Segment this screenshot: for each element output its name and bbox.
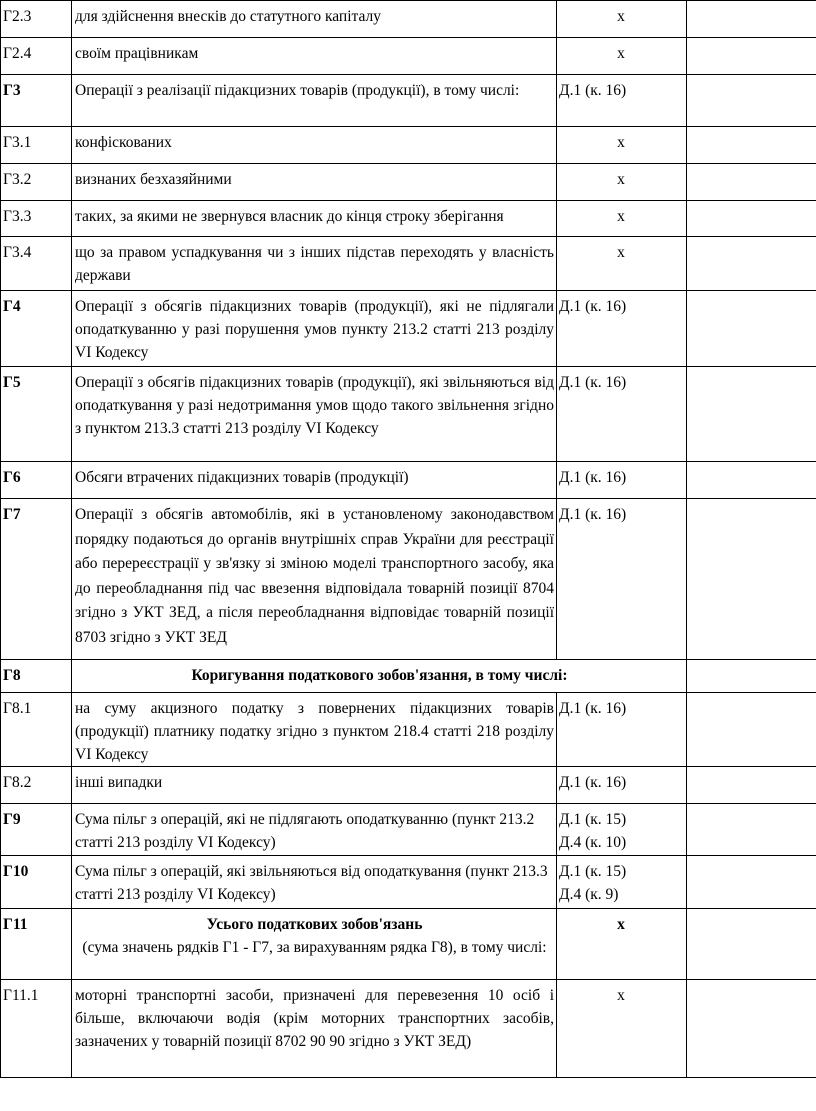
empty-cell bbox=[687, 856, 816, 909]
row-reference: Д.1 (к. 15) bbox=[559, 811, 627, 828]
table-row bbox=[1, 164, 816, 201]
empty-cell bbox=[687, 980, 816, 1078]
row-description: конфіскованих bbox=[72, 127, 557, 164]
table-row bbox=[1, 367, 816, 462]
row-code: Г3.3 bbox=[1, 201, 72, 237]
row-code: Г8 bbox=[1, 660, 72, 693]
row-code: Г9 bbox=[1, 804, 72, 856]
table-row bbox=[1, 804, 816, 856]
row-marker: х bbox=[557, 980, 687, 1078]
row-reference-secondary: Д.4 (к. 9) bbox=[559, 886, 619, 903]
row-description: Сума пільг з операцій, які не підлягають оподаткуванню (пункт 213.2 статті 213 розділу VI Кодексу) bbox=[72, 804, 557, 856]
table-row bbox=[1, 856, 816, 909]
empty-cell bbox=[687, 1, 816, 38]
row-reference-group bbox=[557, 804, 687, 856]
table-row bbox=[1, 462, 816, 499]
row-code: Г11.1 bbox=[1, 980, 72, 1078]
empty-cell bbox=[687, 75, 816, 127]
row-description: таких, за якими не звернувся власник до кінця строку зберігання bbox=[72, 201, 557, 237]
row-description: своїм працівникам bbox=[72, 38, 557, 75]
row-code: Г7 bbox=[1, 499, 72, 660]
row-description: що за правом успадкування чи з інших підстав переходять у власність держави bbox=[72, 237, 557, 291]
row-description-group bbox=[72, 909, 557, 980]
row-code: Г2.3 bbox=[1, 1, 72, 38]
row-reference: Д.1 (к. 16) bbox=[557, 499, 687, 660]
empty-cell bbox=[687, 201, 816, 237]
row-marker: х bbox=[557, 164, 687, 201]
row-reference: Д.1 (к. 16) bbox=[557, 767, 687, 804]
row-description: Операції з обсягів автомобілів, які в установленому законодавством порядку подаються до органів внутрішніх справ України для реєстрації або перереєстрації у зв'язку зі зміною моделі транспортного засобу, яка до переобладнання під час ввезення відповідала товарній позиції 8704 згідно з УКТ ЗЕД, а після переобладнання відповідає товарній позиції 8703 згідно з УКТ ЗЕД bbox=[72, 499, 557, 660]
table-row bbox=[1, 201, 816, 237]
table-row bbox=[1, 980, 816, 1078]
row-description: для здійснення внесків до статутного капіталу bbox=[72, 1, 557, 38]
empty-cell bbox=[687, 499, 816, 660]
row-marker: х bbox=[557, 909, 687, 980]
empty-cell bbox=[687, 693, 816, 767]
row-code: Г6 bbox=[1, 462, 72, 499]
row-reference-group bbox=[557, 856, 687, 909]
row-code: Г5 bbox=[1, 367, 72, 462]
empty-cell bbox=[687, 291, 816, 367]
table-row bbox=[1, 127, 816, 164]
row-code: Г8.2 bbox=[1, 767, 72, 804]
row-code: Г2.4 bbox=[1, 38, 72, 75]
row-description: Операції з реалізації підакцизних товарів (продукції), в тому числі: bbox=[72, 75, 557, 127]
empty-cell bbox=[687, 909, 816, 980]
row-description: Операції з обсягів підакцизних товарів (продукції), які не підлягали оподаткуванню у разі порушення умов пункту 213.2 статті 213 розділу VI Кодексу bbox=[72, 291, 557, 367]
row-code: Г11 bbox=[1, 909, 72, 980]
table-row bbox=[1, 660, 816, 693]
table-row bbox=[1, 75, 816, 127]
row-description: (сума значень рядків Г1 - Г7, за вирахуванням рядка Г8), в тому числі: bbox=[82, 939, 547, 956]
row-reference: Д.1 (к. 16) bbox=[557, 693, 687, 767]
empty-cell bbox=[687, 462, 816, 499]
row-marker: х bbox=[557, 38, 687, 75]
row-code: Г3.1 bbox=[1, 127, 72, 164]
table-row bbox=[1, 909, 816, 980]
row-title: Усього податкових зобов'язань bbox=[206, 916, 423, 933]
row-reference: Д.1 (к. 16) bbox=[557, 291, 687, 367]
empty-cell bbox=[687, 38, 816, 75]
row-description: Сума пільг з операцій, які звільняються від оподаткування (пункт 213.3 статті 213 розділу VI Кодексу) bbox=[72, 856, 557, 909]
row-code: Г3.4 bbox=[1, 237, 72, 291]
row-reference: Д.1 (к. 15) bbox=[559, 863, 627, 880]
row-marker: х bbox=[557, 201, 687, 237]
empty-cell bbox=[687, 367, 816, 462]
row-code: Г10 bbox=[1, 856, 72, 909]
row-code: Г3.2 bbox=[1, 164, 72, 201]
row-description: визнаних безхазяйними bbox=[72, 164, 557, 201]
empty-cell bbox=[687, 237, 816, 291]
row-reference: Д.1 (к. 16) bbox=[557, 462, 687, 499]
table-row bbox=[1, 499, 816, 660]
row-reference-secondary: Д.4 (к. 10) bbox=[559, 834, 627, 851]
empty-cell bbox=[687, 767, 816, 804]
table-row bbox=[1, 237, 816, 291]
row-marker: х bbox=[557, 237, 687, 291]
row-code: Г3 bbox=[1, 75, 72, 127]
row-code: Г4 bbox=[1, 291, 72, 367]
table-row bbox=[1, 38, 816, 75]
row-marker: х bbox=[557, 127, 687, 164]
row-reference: Д.1 (к. 16) bbox=[557, 75, 687, 127]
section-heading: Коригування податкового зобов'язання, в тому числі: bbox=[72, 660, 687, 693]
row-description: Обсяги втрачених підакцизних товарів (продукції) bbox=[72, 462, 557, 499]
table-row bbox=[1, 1, 816, 38]
row-marker: х bbox=[557, 1, 687, 38]
empty-cell bbox=[687, 127, 816, 164]
table-row bbox=[1, 291, 816, 367]
row-description: моторні транспортні засоби, призначені для перевезення 10 осіб і більше, включаючи водія (крім моторних транспортних засобів, зазначених у товарній позиції 8702 90 90 згідно з УКТ ЗЕД) bbox=[72, 980, 557, 1078]
empty-cell bbox=[687, 164, 816, 201]
table-row bbox=[1, 767, 816, 804]
row-description: на суму акцизного податку з повернених підакцизних товарів (продукції) платнику податку згідно з пунктом 218.4 статті 218 розділу VI Кодексу bbox=[72, 693, 557, 767]
table-row bbox=[1, 693, 816, 767]
empty-cell bbox=[687, 660, 816, 693]
row-reference: Д.1 (к. 16) bbox=[557, 367, 687, 462]
empty-cell bbox=[687, 804, 816, 856]
row-description: інші випадки bbox=[72, 767, 557, 804]
row-code: Г8.1 bbox=[1, 693, 72, 767]
row-description: Операції з обсягів підакцизних товарів (продукції), які звільняються від оподаткування у разі недотримання умов щодо такого звільнення згідно з пунктом 213.3 статті 213 розділу VI Кодексу bbox=[72, 367, 557, 462]
